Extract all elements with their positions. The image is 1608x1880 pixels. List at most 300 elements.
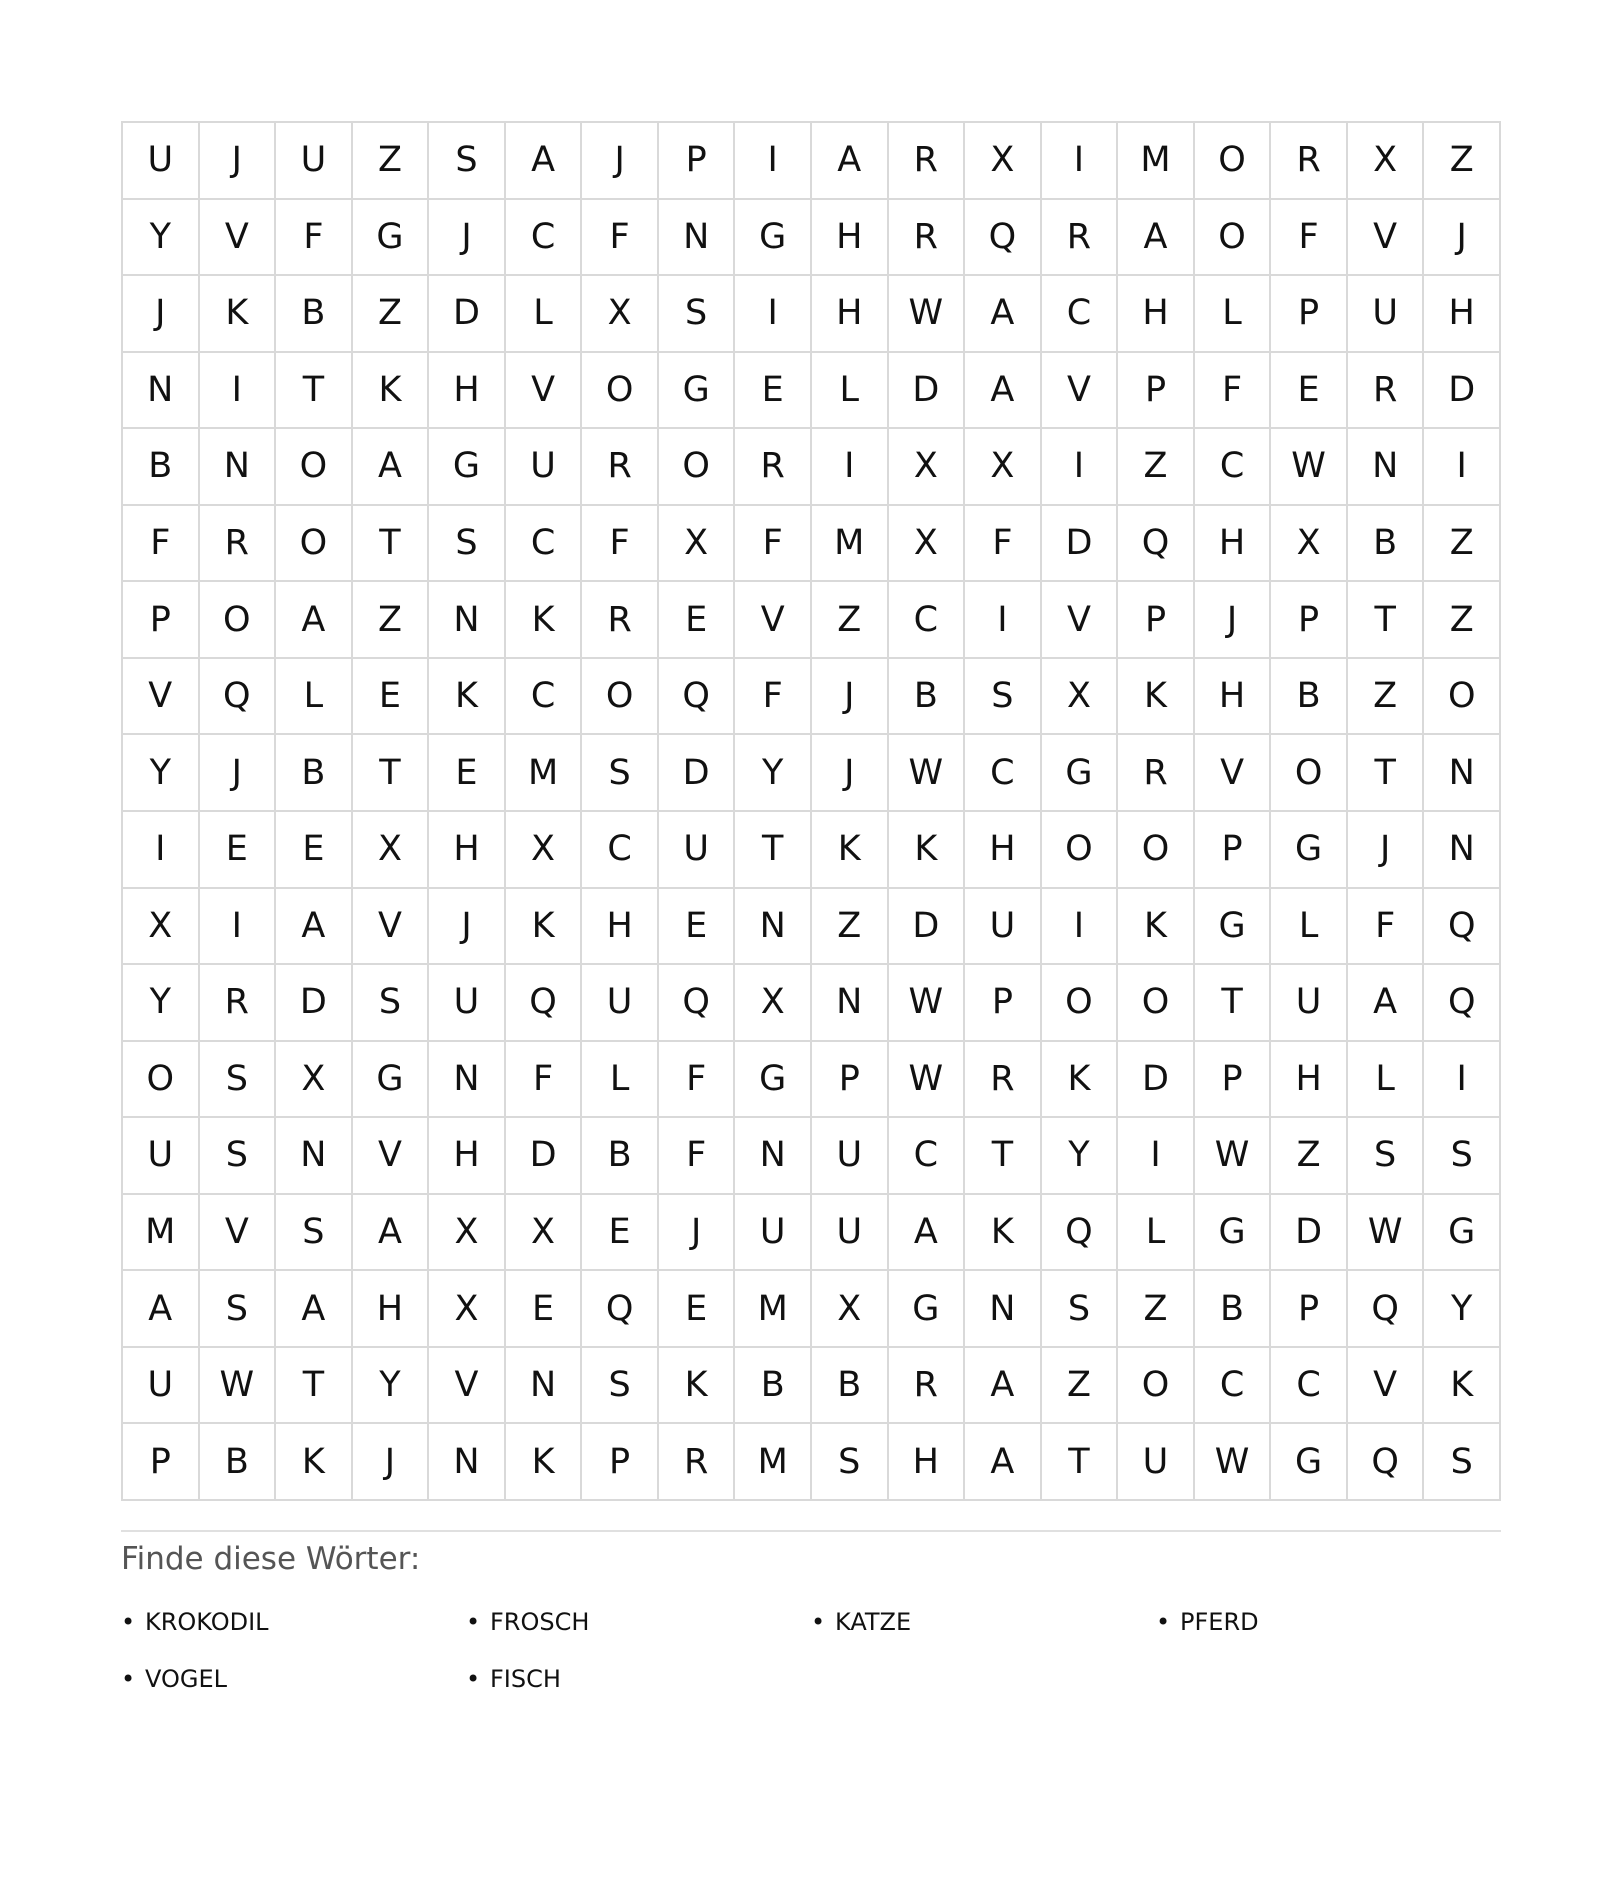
grid-cell[interactable]: V [200,1195,277,1272]
grid-cell[interactable]: U [659,812,736,889]
grid-cell[interactable]: C [1195,1348,1272,1425]
grid-cell[interactable]: C [506,659,583,736]
grid-cell[interactable]: Q [582,1271,659,1348]
grid-cell[interactable]: Z [353,582,430,659]
grid-cell[interactable]: K [276,1424,353,1501]
grid-cell[interactable]: X [429,1271,506,1348]
grid-cell[interactable]: F [735,506,812,583]
grid-cell[interactable]: O [200,582,277,659]
grid-cell[interactable]: N [1348,429,1425,506]
grid-cell[interactable]: F [506,1042,583,1119]
grid-cell[interactable]: I [735,276,812,353]
grid-cell[interactable]: B [889,659,966,736]
grid-cell[interactable]: W [1271,429,1348,506]
grid-cell[interactable]: Y [1424,1271,1501,1348]
grid-cell[interactable]: M [123,1195,200,1272]
grid-cell[interactable]: H [812,276,889,353]
grid-cell[interactable]: R [889,123,966,200]
grid-cell[interactable]: Z [1424,582,1501,659]
grid-cell[interactable]: Q [1424,889,1501,966]
grid-cell[interactable]: W [1348,1195,1425,1272]
grid-cell[interactable]: T [276,353,353,430]
grid-cell[interactable]: H [429,1118,506,1195]
grid-cell[interactable]: S [200,1271,277,1348]
grid-cell[interactable]: G [1271,812,1348,889]
grid-cell[interactable]: X [889,429,966,506]
grid-cell[interactable]: D [1271,1195,1348,1272]
grid-cell[interactable]: Q [1424,965,1501,1042]
grid-cell[interactable]: E [429,735,506,812]
grid-cell[interactable]: P [965,965,1042,1042]
grid-cell[interactable]: L [582,1042,659,1119]
grid-cell[interactable]: R [200,506,277,583]
grid-cell[interactable]: G [889,1271,966,1348]
grid-cell[interactable]: U [1348,276,1425,353]
grid-cell[interactable]: G [735,1042,812,1119]
grid-cell[interactable]: D [889,889,966,966]
grid-cell[interactable]: V [123,659,200,736]
grid-cell[interactable]: J [429,200,506,277]
grid-cell[interactable]: O [1042,812,1119,889]
grid-cell[interactable]: E [659,889,736,966]
grid-cell[interactable]: M [1118,123,1195,200]
grid-cell[interactable]: D [1042,506,1119,583]
grid-cell[interactable]: Z [1424,506,1501,583]
grid-cell[interactable]: W [1195,1424,1272,1501]
grid-cell[interactable]: D [1424,353,1501,430]
grid-cell[interactable]: I [965,582,1042,659]
grid-cell[interactable]: H [582,889,659,966]
grid-cell[interactable]: Q [965,200,1042,277]
grid-cell[interactable]: K [1424,1348,1501,1425]
grid-cell[interactable]: F [659,1118,736,1195]
grid-cell[interactable]: G [735,200,812,277]
grid-cell[interactable]: B [276,276,353,353]
grid-cell[interactable]: X [965,429,1042,506]
grid-cell[interactable]: D [429,276,506,353]
grid-cell[interactable]: J [812,659,889,736]
grid-cell[interactable]: R [582,582,659,659]
grid-cell[interactable]: X [1042,659,1119,736]
grid-cell[interactable]: P [123,1424,200,1501]
grid-cell[interactable]: S [582,1348,659,1425]
grid-cell[interactable]: L [1195,276,1272,353]
grid-cell[interactable]: T [276,1348,353,1425]
grid-cell[interactable]: L [276,659,353,736]
grid-cell[interactable]: K [889,812,966,889]
grid-cell[interactable]: A [506,123,583,200]
grid-cell[interactable]: B [1348,506,1425,583]
grid-cell[interactable]: X [812,1271,889,1348]
grid-cell[interactable]: B [735,1348,812,1425]
grid-cell[interactable]: C [582,812,659,889]
grid-cell[interactable]: S [353,965,430,1042]
grid-cell[interactable]: O [123,1042,200,1119]
grid-cell[interactable]: S [965,659,1042,736]
grid-cell[interactable]: J [200,735,277,812]
grid-cell[interactable]: G [1042,735,1119,812]
grid-cell[interactable]: R [1271,123,1348,200]
grid-cell[interactable]: E [200,812,277,889]
grid-cell[interactable]: O [1118,965,1195,1042]
grid-cell[interactable]: S [1424,1424,1501,1501]
grid-cell[interactable]: N [735,889,812,966]
grid-cell[interactable]: Y [353,1348,430,1425]
grid-cell[interactable]: P [1118,353,1195,430]
grid-cell[interactable]: X [123,889,200,966]
grid-cell[interactable]: R [965,1042,1042,1119]
grid-cell[interactable]: Q [1348,1271,1425,1348]
grid-cell[interactable]: K [200,276,277,353]
grid-cell[interactable]: O [1042,965,1119,1042]
grid-cell[interactable]: H [889,1424,966,1501]
grid-cell[interactable]: T [735,812,812,889]
grid-cell[interactable]: M [735,1271,812,1348]
grid-cell[interactable]: S [812,1424,889,1501]
grid-cell[interactable]: J [582,123,659,200]
grid-cell[interactable]: H [812,200,889,277]
grid-cell[interactable]: B [582,1118,659,1195]
grid-cell[interactable]: X [353,812,430,889]
grid-cell[interactable]: F [659,1042,736,1119]
grid-cell[interactable]: B [1271,659,1348,736]
grid-cell[interactable]: C [889,1118,966,1195]
grid-cell[interactable]: F [965,506,1042,583]
grid-cell[interactable]: A [1348,965,1425,1042]
grid-cell[interactable]: V [353,1118,430,1195]
grid-cell[interactable]: Z [1348,659,1425,736]
grid-cell[interactable]: N [1424,812,1501,889]
grid-cell[interactable]: E [353,659,430,736]
grid-cell[interactable]: Q [659,659,736,736]
grid-cell[interactable]: P [123,582,200,659]
grid-cell[interactable]: W [200,1348,277,1425]
grid-cell[interactable]: O [1424,659,1501,736]
grid-cell[interactable]: F [276,200,353,277]
grid-cell[interactable]: C [1042,276,1119,353]
grid-cell[interactable]: W [889,1042,966,1119]
grid-cell[interactable]: H [1118,276,1195,353]
grid-cell[interactable]: G [1271,1424,1348,1501]
grid-cell[interactable]: E [659,582,736,659]
grid-cell[interactable]: K [965,1195,1042,1272]
grid-cell[interactable]: X [582,276,659,353]
grid-cell[interactable]: D [506,1118,583,1195]
grid-cell[interactable]: X [506,1195,583,1272]
grid-cell[interactable]: E [1271,353,1348,430]
grid-cell[interactable]: Z [1118,429,1195,506]
grid-cell[interactable]: X [659,506,736,583]
grid-cell[interactable]: P [582,1424,659,1501]
grid-cell[interactable]: V [200,200,277,277]
grid-cell[interactable]: A [276,582,353,659]
grid-cell[interactable]: G [353,1042,430,1119]
grid-cell[interactable]: S [1042,1271,1119,1348]
grid-cell[interactable]: G [1424,1195,1501,1272]
grid-cell[interactable]: H [429,812,506,889]
grid-cell[interactable]: T [965,1118,1042,1195]
grid-cell[interactable]: B [276,735,353,812]
grid-cell[interactable]: R [735,429,812,506]
grid-cell[interactable]: M [735,1424,812,1501]
grid-cell[interactable]: P [1271,582,1348,659]
grid-cell[interactable]: S [659,276,736,353]
grid-cell[interactable]: R [659,1424,736,1501]
grid-cell[interactable]: M [506,735,583,812]
grid-cell[interactable]: O [1271,735,1348,812]
grid-cell[interactable]: W [889,965,966,1042]
grid-cell[interactable]: Z [1424,123,1501,200]
grid-cell[interactable]: S [429,506,506,583]
grid-cell[interactable]: I [1042,123,1119,200]
grid-cell[interactable]: H [1424,276,1501,353]
grid-cell[interactable]: I [735,123,812,200]
grid-cell[interactable]: I [1118,1118,1195,1195]
grid-cell[interactable]: O [1195,200,1272,277]
grid-cell[interactable]: G [659,353,736,430]
grid-cell[interactable]: D [889,353,966,430]
grid-cell[interactable]: J [812,735,889,812]
grid-cell[interactable]: D [1118,1042,1195,1119]
grid-cell[interactable]: U [812,1195,889,1272]
grid-cell[interactable]: W [1195,1118,1272,1195]
grid-cell[interactable]: A [812,123,889,200]
grid-cell[interactable]: R [1118,735,1195,812]
grid-cell[interactable]: K [429,659,506,736]
grid-cell[interactable]: P [1195,1042,1272,1119]
grid-cell[interactable]: V [1348,200,1425,277]
grid-cell[interactable]: U [123,123,200,200]
grid-cell[interactable]: C [965,735,1042,812]
grid-cell[interactable]: X [1348,123,1425,200]
grid-cell[interactable]: V [1042,353,1119,430]
grid-cell[interactable]: R [200,965,277,1042]
grid-cell[interactable]: U [1118,1424,1195,1501]
grid-cell[interactable]: U [429,965,506,1042]
grid-cell[interactable]: F [1195,353,1272,430]
grid-cell[interactable]: J [1424,200,1501,277]
grid-cell[interactable]: T [353,506,430,583]
grid-cell[interactable]: P [1271,1271,1348,1348]
grid-cell[interactable]: R [582,429,659,506]
grid-cell[interactable]: G [1195,889,1272,966]
grid-cell[interactable]: S [582,735,659,812]
grid-cell[interactable]: Q [1118,506,1195,583]
grid-cell[interactable]: V [1348,1348,1425,1425]
grid-cell[interactable]: Q [506,965,583,1042]
grid-cell[interactable]: J [1195,582,1272,659]
grid-cell[interactable]: U [735,1195,812,1272]
grid-cell[interactable]: W [889,276,966,353]
grid-cell[interactable]: S [1348,1118,1425,1195]
grid-cell[interactable]: V [1042,582,1119,659]
grid-cell[interactable]: A [965,276,1042,353]
grid-cell[interactable]: I [1424,429,1501,506]
grid-cell[interactable]: Y [123,965,200,1042]
grid-cell[interactable]: P [1118,582,1195,659]
grid-cell[interactable]: I [200,353,277,430]
grid-cell[interactable]: A [353,1195,430,1272]
grid-cell[interactable]: N [429,582,506,659]
grid-cell[interactable]: G [353,200,430,277]
grid-cell[interactable]: B [812,1348,889,1425]
grid-cell[interactable]: U [276,123,353,200]
grid-cell[interactable]: O [1118,1348,1195,1425]
grid-cell[interactable]: C [506,506,583,583]
grid-cell[interactable]: F [582,506,659,583]
grid-cell[interactable]: Y [1042,1118,1119,1195]
grid-cell[interactable]: U [1271,965,1348,1042]
grid-cell[interactable]: Z [1271,1118,1348,1195]
grid-cell[interactable]: Q [1348,1424,1425,1501]
grid-cell[interactable]: C [889,582,966,659]
grid-cell[interactable]: A [123,1271,200,1348]
grid-cell[interactable]: R [1348,353,1425,430]
grid-cell[interactable]: A [965,1348,1042,1425]
grid-cell[interactable]: H [1271,1042,1348,1119]
grid-cell[interactable]: I [1042,429,1119,506]
grid-cell[interactable]: I [123,812,200,889]
grid-cell[interactable]: Q [200,659,277,736]
grid-cell[interactable]: E [735,353,812,430]
grid-cell[interactable]: K [1042,1042,1119,1119]
grid-cell[interactable]: Z [812,582,889,659]
grid-cell[interactable]: B [200,1424,277,1501]
grid-cell[interactable]: S [1424,1118,1501,1195]
grid-cell[interactable]: C [506,200,583,277]
grid-cell[interactable]: K [506,889,583,966]
grid-cell[interactable]: N [812,965,889,1042]
grid-cell[interactable]: Y [735,735,812,812]
grid-cell[interactable]: A [276,1271,353,1348]
grid-cell[interactable]: N [735,1118,812,1195]
grid-cell[interactable]: X [1271,506,1348,583]
grid-cell[interactable]: N [429,1042,506,1119]
grid-cell[interactable]: Q [659,965,736,1042]
grid-cell[interactable]: U [812,1118,889,1195]
grid-cell[interactable]: R [889,200,966,277]
grid-cell[interactable]: X [735,965,812,1042]
grid-cell[interactable]: J [353,1424,430,1501]
grid-cell[interactable]: I [200,889,277,966]
grid-cell[interactable]: A [965,1424,1042,1501]
grid-cell[interactable]: O [582,659,659,736]
grid-cell[interactable]: J [659,1195,736,1272]
grid-cell[interactable]: A [965,353,1042,430]
grid-cell[interactable]: L [1271,889,1348,966]
grid-cell[interactable]: N [123,353,200,430]
grid-cell[interactable]: Z [812,889,889,966]
grid-cell[interactable]: S [276,1195,353,1272]
grid-cell[interactable]: E [506,1271,583,1348]
grid-cell[interactable]: S [429,123,506,200]
grid-cell[interactable]: K [506,582,583,659]
grid-cell[interactable]: K [506,1424,583,1501]
grid-cell[interactable]: L [812,353,889,430]
grid-cell[interactable]: R [1042,200,1119,277]
grid-cell[interactable]: A [1118,200,1195,277]
grid-cell[interactable]: G [1195,1195,1272,1272]
grid-cell[interactable]: C [1195,429,1272,506]
grid-cell[interactable]: C [1271,1348,1348,1425]
grid-cell[interactable]: H [1195,659,1272,736]
grid-cell[interactable]: H [965,812,1042,889]
grid-cell[interactable]: H [353,1271,430,1348]
grid-cell[interactable]: T [1195,965,1272,1042]
grid-cell[interactable]: V [735,582,812,659]
grid-cell[interactable]: Z [1118,1271,1195,1348]
grid-cell[interactable]: T [353,735,430,812]
grid-cell[interactable]: Y [123,200,200,277]
grid-cell[interactable]: V [506,353,583,430]
grid-cell[interactable]: I [1424,1042,1501,1119]
grid-cell[interactable]: E [659,1271,736,1348]
grid-cell[interactable]: V [1195,735,1272,812]
grid-cell[interactable]: H [429,353,506,430]
grid-cell[interactable]: X [889,506,966,583]
grid-cell[interactable]: O [276,506,353,583]
grid-cell[interactable]: W [889,735,966,812]
grid-cell[interactable]: E [582,1195,659,1272]
grid-cell[interactable]: P [659,123,736,200]
grid-cell[interactable]: E [276,812,353,889]
grid-cell[interactable]: J [429,889,506,966]
grid-cell[interactable]: S [200,1118,277,1195]
grid-cell[interactable]: L [1348,1042,1425,1119]
grid-cell[interactable]: I [812,429,889,506]
grid-cell[interactable]: B [1195,1271,1272,1348]
grid-cell[interactable]: X [429,1195,506,1272]
grid-cell[interactable]: O [1118,812,1195,889]
grid-cell[interactable]: O [582,353,659,430]
grid-cell[interactable]: F [123,506,200,583]
grid-cell[interactable]: M [812,506,889,583]
grid-cell[interactable]: N [276,1118,353,1195]
grid-cell[interactable]: P [1271,276,1348,353]
grid-cell[interactable]: X [506,812,583,889]
grid-cell[interactable]: T [1348,582,1425,659]
grid-cell[interactable]: N [429,1424,506,1501]
grid-cell[interactable]: J [200,123,277,200]
grid-cell[interactable]: Z [353,276,430,353]
grid-cell[interactable]: K [659,1348,736,1425]
grid-cell[interactable]: D [659,735,736,812]
grid-cell[interactable]: P [1195,812,1272,889]
grid-cell[interactable]: N [965,1271,1042,1348]
grid-cell[interactable]: J [123,276,200,353]
grid-cell[interactable]: N [200,429,277,506]
grid-cell[interactable]: J [1348,812,1425,889]
grid-cell[interactable]: G [429,429,506,506]
grid-cell[interactable]: A [276,889,353,966]
grid-cell[interactable]: O [1195,123,1272,200]
grid-cell[interactable]: L [1118,1195,1195,1272]
grid-cell[interactable]: F [582,200,659,277]
grid-cell[interactable]: T [1042,1424,1119,1501]
grid-cell[interactable]: X [276,1042,353,1119]
grid-cell[interactable]: O [659,429,736,506]
grid-cell[interactable]: K [353,353,430,430]
grid-cell[interactable]: X [965,123,1042,200]
grid-cell[interactable]: K [1118,889,1195,966]
grid-cell[interactable]: N [659,200,736,277]
grid-cell[interactable]: P [812,1042,889,1119]
grid-cell[interactable]: O [276,429,353,506]
grid-cell[interactable]: A [353,429,430,506]
grid-cell[interactable]: Q [1042,1195,1119,1272]
grid-cell[interactable]: N [1424,735,1501,812]
grid-cell[interactable]: Z [353,123,430,200]
